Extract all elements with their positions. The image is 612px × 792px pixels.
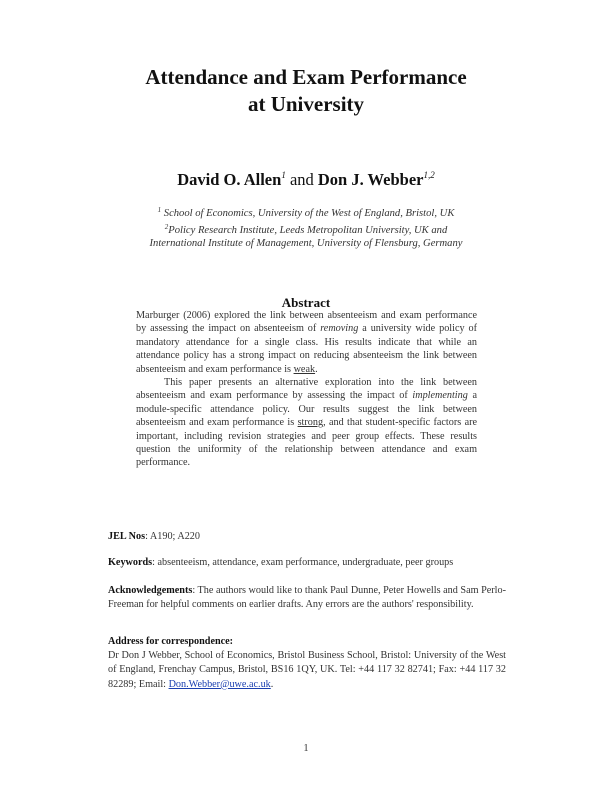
affiliation-2 <box>130 221 482 238</box>
jel-value: : A190; A220 <box>145 531 200 542</box>
jel-codes <box>108 530 506 544</box>
abstract-p1-underline: weak <box>293 363 316 375</box>
author-2: Don J. Webber <box>317 170 424 189</box>
abstract-paragraph-1 <box>136 309 477 376</box>
affiliation-1-mark: 1 <box>157 206 162 214</box>
paper-title <box>0 64 612 118</box>
affiliation-3: International Institute of Management, University of Flensburg, Germany <box>149 238 463 249</box>
title-line-2: at University <box>247 92 365 116</box>
author-1-affil-mark: 1 <box>281 170 286 180</box>
correspondence-text: Dr Don J Webber, School of Economics, Bristol Business School, Bristol: University of the West of England, Frenchay Campus, Bristol, BS16 1QY, UK. Tel: +44 117 32 82741; Fax: +44 117 32 82289; Email: <box>108 650 506 690</box>
author-conjunction: and <box>289 170 314 189</box>
abstract-body <box>136 309 477 470</box>
email-link[interactable]: Don.Webber@uwe.ac.uk <box>168 678 271 690</box>
abstract-p2-c: , and that student-specific factors are important, including revision strategies and peer group effects. These results question the uniformity of the relationship between attendance and exam performance. <box>136 417 478 469</box>
author-1: David O. Allen <box>177 170 282 189</box>
correspondence-label: Address for correspondence: <box>108 636 234 647</box>
affiliation-1 <box>130 204 482 221</box>
acknowledgements-label: Acknowledgements <box>108 585 193 596</box>
keywords-value: : absenteeism, attendance, exam performance, undergraduate, peer groups <box>152 557 454 568</box>
jel-label: JEL Nos <box>108 531 146 542</box>
correspondence-address <box>108 635 506 692</box>
abstract-p1-a: Marburger (2006) explored the link between absenteeism and exam performance by assessing the impact on absenteeism of <box>136 310 477 335</box>
affiliation-1-text: School of Economics, University of the West of England, Bristol, UK <box>163 208 455 219</box>
title-line-1: Attendance and Exam Performance <box>145 65 467 89</box>
abstract-p2-underline: strong <box>297 417 324 429</box>
acknowledgements-text: : The authors would like to thank Paul Dunne, Peter Howells and Sam Perlo-Freeman for helpful comments on earlier drafts. Any errors are the authors' responsibility. <box>108 585 506 611</box>
affiliations <box>130 204 482 251</box>
abstract-heading: Abstract <box>281 295 331 310</box>
affiliation-2-text: Policy Research Institute, Leeds Metropolitan University, UK and <box>168 224 448 236</box>
author-list <box>0 170 612 190</box>
abstract-paragraph-2 <box>136 376 477 470</box>
abstract-p2-b: a module-specific attendance policy. Our results suggest the link between absenteeism and exam performance is <box>136 390 477 429</box>
affiliation-2-mark: 2 <box>164 222 169 231</box>
correspondence-end: . <box>270 678 274 690</box>
abstract-p1-emphasis: removing <box>320 323 359 335</box>
page-number: 1 <box>303 743 309 754</box>
acknowledgements <box>108 584 506 612</box>
abstract-p2-a: This paper presents an alternative exploration into the link between absenteeism and exam performance by assessing the impact of <box>136 377 477 402</box>
keywords-label: Keywords <box>108 557 153 568</box>
abstract-p1-c: . <box>315 363 318 375</box>
author-2-affil-mark: 1,2 <box>423 170 435 180</box>
abstract-p2-emphasis: implementing <box>412 390 468 402</box>
keywords <box>108 556 506 570</box>
abstract-p1-b: a university wide policy of mandatory attendance for a single class. His results indicate that while an attendance policy has a strong impact on reducing absenteeism the link between absenteeism and exam performance is <box>136 323 477 375</box>
